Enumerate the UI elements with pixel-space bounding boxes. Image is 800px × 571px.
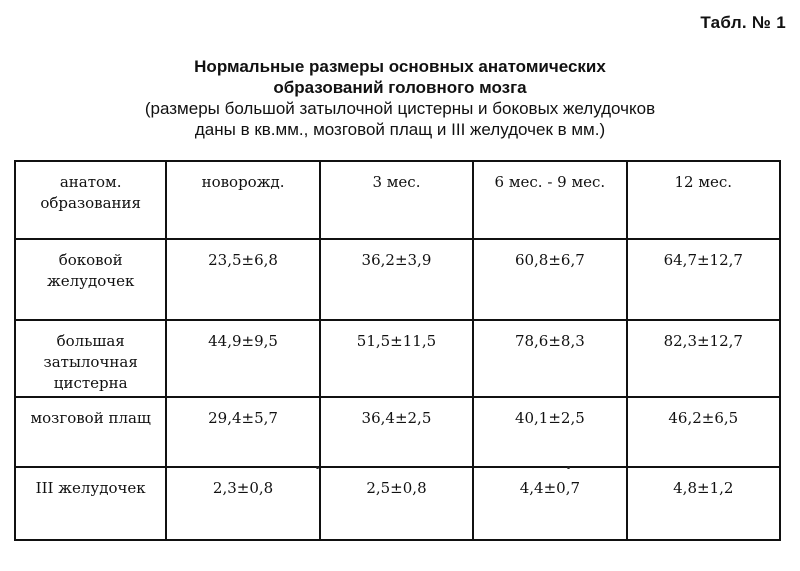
table-number: Табл. № 1 [700, 13, 786, 32]
table-title [0, 56, 800, 140]
header-cell-3-months: 3 мес. [320, 161, 473, 239]
table-row-third-ventricle [15, 467, 780, 540]
header-label-line: анатом. [59, 173, 122, 191]
header-cell-6-9-months: 6 мес. - 9 мес. [473, 161, 626, 239]
table-row-cisterna-magna [15, 320, 780, 397]
row-label-line: III желудочек [35, 479, 146, 497]
row-label-cell [15, 467, 166, 540]
title-line-1: Нормальные размеры основных анатомических [194, 57, 606, 76]
subtitle-line-2: даны в кв.мм., мозговой плащ и III желудочек в мм.) [194, 120, 606, 139]
table-cell: 4,4±0,7 [473, 467, 626, 540]
anatomy-size-table [14, 160, 781, 541]
table-cell: 51,5±11,5 [320, 320, 473, 397]
table-cell: 82,3±12,7 [627, 320, 780, 397]
row-label-line: затылочная [43, 353, 138, 371]
header-label-line: образования [40, 194, 142, 212]
table-cell: 29,4±5,7 [166, 397, 319, 467]
header-cell-label [15, 161, 166, 239]
title-line-2: образований головного мозга [273, 78, 527, 97]
row-label-line: боковой [58, 251, 123, 269]
table-cell: 2,5±0,8 [320, 467, 473, 540]
scan-speck [567, 466, 570, 469]
header-cell-12-months: 12 мес. [627, 161, 780, 239]
table-cell: 36,2±3,9 [320, 239, 473, 320]
row-label-line: цистерна [53, 374, 128, 392]
table-cell: 4,8±1,2 [627, 467, 780, 540]
table-cell: 36,4±2,5 [320, 397, 473, 467]
table-cell: 60,8±6,7 [473, 239, 626, 320]
subtitle-line-1: (размеры большой затылочной цистерны и боковых желудочков [144, 99, 656, 118]
row-label-cell [15, 239, 166, 320]
table-row-brain-mantle [15, 397, 780, 467]
header-cell-newborn: новорожд. [166, 161, 319, 239]
scan-speck [316, 466, 319, 469]
table-cell: 64,7±12,7 [627, 239, 780, 320]
table-cell: 23,5±6,8 [166, 239, 319, 320]
row-label-cell [15, 320, 166, 397]
table-cell: 2,3±0,8 [166, 467, 319, 540]
table-row-lateral-ventricle [15, 239, 780, 320]
row-label-line: большая [56, 332, 125, 350]
table-cell: 46,2±6,5 [627, 397, 780, 467]
table-cell: 44,9±9,5 [166, 320, 319, 397]
table-cell: 40,1±2,5 [473, 397, 626, 467]
row-label-line: желудочек [46, 272, 135, 290]
row-label-line: мозговой плащ [30, 409, 151, 427]
table-header-row [15, 161, 780, 239]
table-cell: 78,6±8,3 [473, 320, 626, 397]
row-label-cell [15, 397, 166, 467]
